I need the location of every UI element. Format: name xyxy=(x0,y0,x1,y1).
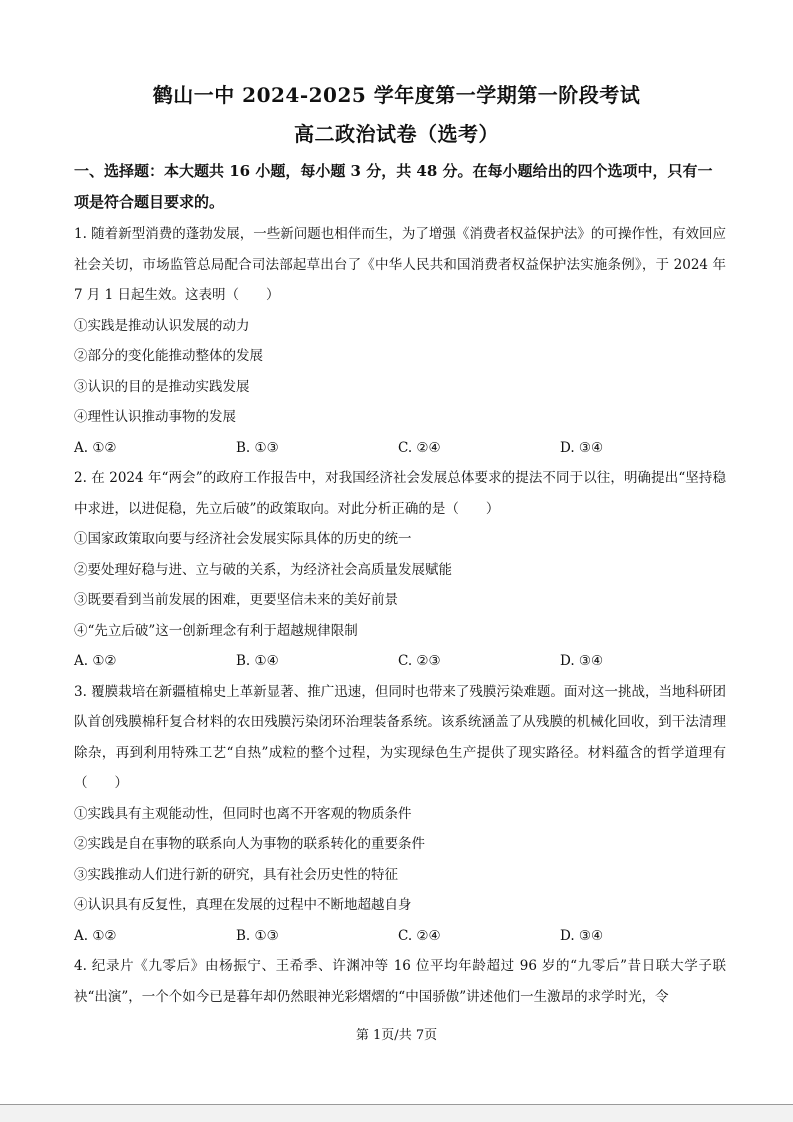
question-stem: 3. 覆膜栽培在新疆植棉史上革新显著、推广迅速，但同时也带来了残膜污染难题。面对这一挑战，当地科研团队首创残膜棉秆复合材料的农田残膜污染闭环治理装备系统。该系统涵盖了从残膜的机械化回收，到干法清理除杂，再到利用特殊工艺“自热”成粒的整个过程，为实现绿色生产提供了现实路径。材料蕴含的哲学道理有（ ） xyxy=(74,683,726,791)
choice-d: D. ③④ xyxy=(560,653,604,669)
answer-choices xyxy=(74,646,726,677)
question-stem: 2. 在 2024 年“两会”的政府工作报告中，对我国经济社会发展总体要求的提法不同于以往，明确提出“坚持稳中求进，以进促稳，先立后破”的政策取向。对此分析正确的是（ ） xyxy=(74,470,726,517)
statement-option: ④理性认识推动事物的发展 xyxy=(74,409,236,425)
question-4 xyxy=(74,951,726,1012)
choice-a: A. ①② xyxy=(74,653,117,669)
question-1 xyxy=(74,219,726,463)
statement-option: ③既要看到当前发展的困难，更要坚信未来的美好前景 xyxy=(74,592,398,608)
question-list xyxy=(74,219,726,1012)
choice-b: B. ①④ xyxy=(236,653,279,669)
statement-option: ③认识的目的是推动实践发展 xyxy=(74,378,250,395)
exam-subtitle: 高二政治试卷（选考） xyxy=(294,122,499,146)
statement-option: ③实践推动人们进行新的研究，具有社会历史性的特征 xyxy=(74,866,398,883)
page-number: 第 1页/共 7页 xyxy=(355,1028,438,1043)
statement-option: ④“先立后破”这一创新理念有利于超越规律限制 xyxy=(74,622,358,639)
choice-a: A. ①② xyxy=(74,439,117,456)
statement-option: ④认识具有反复性，真理在发展的过程中不断地超越自身 xyxy=(74,897,412,913)
statement-option: ②要处理好稳与进、立与破的关系，为经济社会高质量发展赋能 xyxy=(74,561,452,578)
viewer-bottom-strip xyxy=(0,1105,793,1122)
choice-b: B. ①③ xyxy=(236,439,279,456)
section-heading: 一、选择题：本大题共 16 小题，每小题 3 分，共 48 分。在每小题给出的四个选项中，只有一项是符合题目要求的。 xyxy=(74,162,713,211)
choice-d: D. ③④ xyxy=(560,927,604,944)
question-2 xyxy=(74,463,726,677)
question-3 xyxy=(74,677,726,952)
choice-c: C. ②③ xyxy=(398,653,441,669)
choice-a: A. ①② xyxy=(74,927,117,944)
choice-c: C. ②④ xyxy=(398,927,441,944)
statement-option: ②部分的变化能推动整体的发展 xyxy=(74,348,263,364)
question-stem: 4. 纪录片《九零后》由杨振宁、王希季、许渊冲等 16 位平均年龄超过 96 岁的“九零后”昔日联大学子联袂“出演”，一个个如今已是暮年却仍然眼神光彩熠熠的“中国骄傲”讲述他们一生激昂的求学时光，令 xyxy=(74,958,726,1005)
answer-choices xyxy=(74,921,726,952)
choice-b: B. ①③ xyxy=(236,927,279,944)
exam-title: 鹤山一中 2024-2025 学年度第一学期第一阶段考试 xyxy=(152,83,641,107)
question-stem: 1. 随着新型消费的蓬勃发展，一些新问题也相伴而生，为了增强《消费者权益保护法》的可操作性，有效回应社会关切，市场监管总局配合司法部起草出台了《中华人民共和国消费者权益保护法实施条例》，于 2024 年 7 月 1 日起生效。这表明（ ） xyxy=(74,226,726,303)
choice-c: C. ②④ xyxy=(398,439,441,456)
statement-option: ①实践具有主观能动性，但同时也离不开客观的物质条件 xyxy=(74,805,412,822)
answer-choices xyxy=(74,433,726,464)
statement-option: ①实践是推动认识发展的动力 xyxy=(74,317,250,334)
statement-option: ①国家政策取向要与经济社会发展实际具体的历史的统一 xyxy=(74,531,412,547)
choice-d: D. ③④ xyxy=(560,439,604,456)
statement-option: ②实践是自在事物的联系向人为事物的联系转化的重要条件 xyxy=(74,836,425,852)
